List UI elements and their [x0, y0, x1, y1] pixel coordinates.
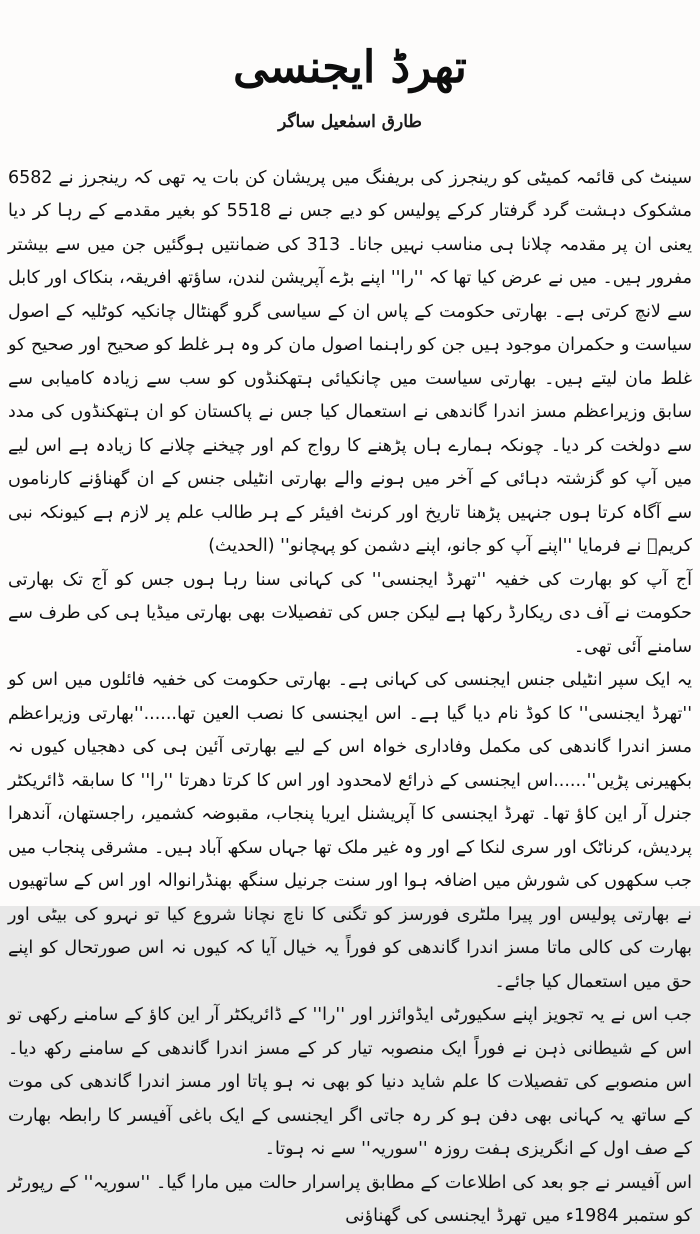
- page-title: تھرڈ ایجنسی: [233, 42, 467, 93]
- document-body: [8, 162, 692, 1234]
- author-name: طارق اسمٰعیل ساگر: [278, 111, 422, 132]
- paragraph-3: یہ ایک سپر انٹیلی جنس ایجنسی کی کہانی ہے۔ بھارتی حکومت کی خفیہ فائلوں میں اس کو ''تھرڈ ایجنسی'' کا کوڈ نام دیا گیا ہے۔ اس ایجنسی کا نصب العین تھا......''بھارتی وزیراعظم مسز اندرا گاندھی کی مکمل وفاداری خواہ اس کے لیے بھارتی آئین ہی کی دھجیاں کیوں نہ بکھیرنی پڑیں''......اس ایجنسی کے ذرائع لامحدود اور اس کا کرتا دھرتا ''را'' کا سابقہ ڈائریکٹر جنرل آر این کاؤ تھا۔ تھرڈ ایجنسی کا آپریشنل ایریا پنجاب، مقبوضہ کشمیر، راجستھان، آندھرا پردیش، کرناٹک اور سری لنکا کے اور وہ غیر ملک تھا جہاں سکھ آباد ہیں۔ مشرقی پنجاب میں جب سکھوں کی شورش میں اضافہ ہوا اور سنت جرنیل سنگھ بھنڈرانوالہ اور اس کے ساتھیوں نے بھارتی پولیس اور پیرا ملٹری فورسز کو تگنی کا ناچ نچانا شروع کیا تو نہرو کی بیٹی اور بھارت کی کالی ماتا مسز اندرا گاندھی کو فوراً یہ خیال آیا کہ کیوں نہ اس صورتحال کو اپنے حق میں استعمال کیا جائے۔: [8, 670, 692, 992]
- paragraph-2: آج آپ کو بھارت کی خفیہ ''تھرڈ ایجنسی'' کی کہانی سنا رہا ہوں جس کو آج تک بھارتی حکومت نے آف دی ریکارڈ رکھا ہے لیکن جس کی تفصیلات بھی بھارتی میڈیا ہی کی طرف سے سامنے آئی تھی۔: [8, 569, 692, 657]
- paragraph-5: اس آفیسر نے جو بعد کی اطلاعات کے مطابق پراسرار حالت میں مارا گیا۔ ''سوریہ'' کے رپورٹر کو ستمبر 1984ء میں تھرڈ ایجنسی کی گھناؤنی: [8, 1172, 692, 1227]
- paragraph-4: جب اس نے یہ تجویز اپنے سکیورٹی ایڈوائزر اور ''را'' کے ڈائریکٹر آر این کاؤ کے سامنے رکھی تو اس کے شیطانی ذہن نے فوراً ایک منصوبہ تیار کر کے مسز اندرا گاندھی کے سامنے رکھ دیا۔ اس منصوبے کی تفصیلات کا علم شاید دنیا کو بھی نہ ہو پاتا اور مسز اندرا گاندھی کی موت کے ساتھ یہ کہانی بھی دفن ہو کر رہ جاتی اگر ایجنسی کے ایک باغی آفیسر کا رابطہ بھارت کے صف اول کے انگریزی ہفت روزہ ''سوریہ'' سے نہ ہوتا۔: [8, 1005, 692, 1160]
- paragraph-1: سینٹ کی قائمہ کمیٹی کو رینجرز کی بریفنگ میں پریشان کن بات یہ تھی کہ رینجرز نے 6582 مشکوک دہشت گرد گرفتار کرکے پولیس کو دیے جس نے 5518 کو بغیر مقدمے کے رہا کر دیا یعنی ان پر مقدمہ چلانا ہی مناسب نہیں جانا۔ 313 کی ضمانتیں ہوگئیں جن میں سے بیشتر مفرور ہیں۔ میں نے عرض کیا تھا کہ ''را'' اپنے بڑے آپریشن لندن، ساؤتھ افریقہ، بنکاک اور کابل سے لانچ کرتی ہے۔ بھارتی حکومت کے پاس ان کے سیاسی گرو گھنٹال چانکیہ کوٹلیہ کے اصول سیاست و حکمران موجود ہیں جن کو راہنما اصول مان کر وہ ہر غلط کو صحیح اور صحیح کو غلط مان لیتے ہیں۔ بھارتی سیاست میں چانکیائی ہتھکنڈوں کو سب سے زیادہ کامیابی سے سابق وزیراعظم مسز اندرا گاندھی نے استعمال کیا جس نے پاکستان کو ان ہتھکنڈوں کی مدد سے دولخت کر دیا۔ چونکہ ہمارے ہاں پڑھنے کا رواج کم اور چیخنے چلانے کا زیادہ ہے اس لیے میں آپ کو گزشتہ دہائی کے آخر میں ہونے والے بھارتی انٹیلی جنس کے ان گھناؤنے کارناموں سے آگاہ کرتا ہوں جنہیں پڑھنا تاریخ اور کرنٹ افیئر کے ہر طالب علم پر لازم ہے کیونکہ نبی کریمؐ نے فرمایا ''اپنے آپ کو جانو، اپنے دشمن کو پہچانو'' (الحدیث): [8, 167, 692, 557]
